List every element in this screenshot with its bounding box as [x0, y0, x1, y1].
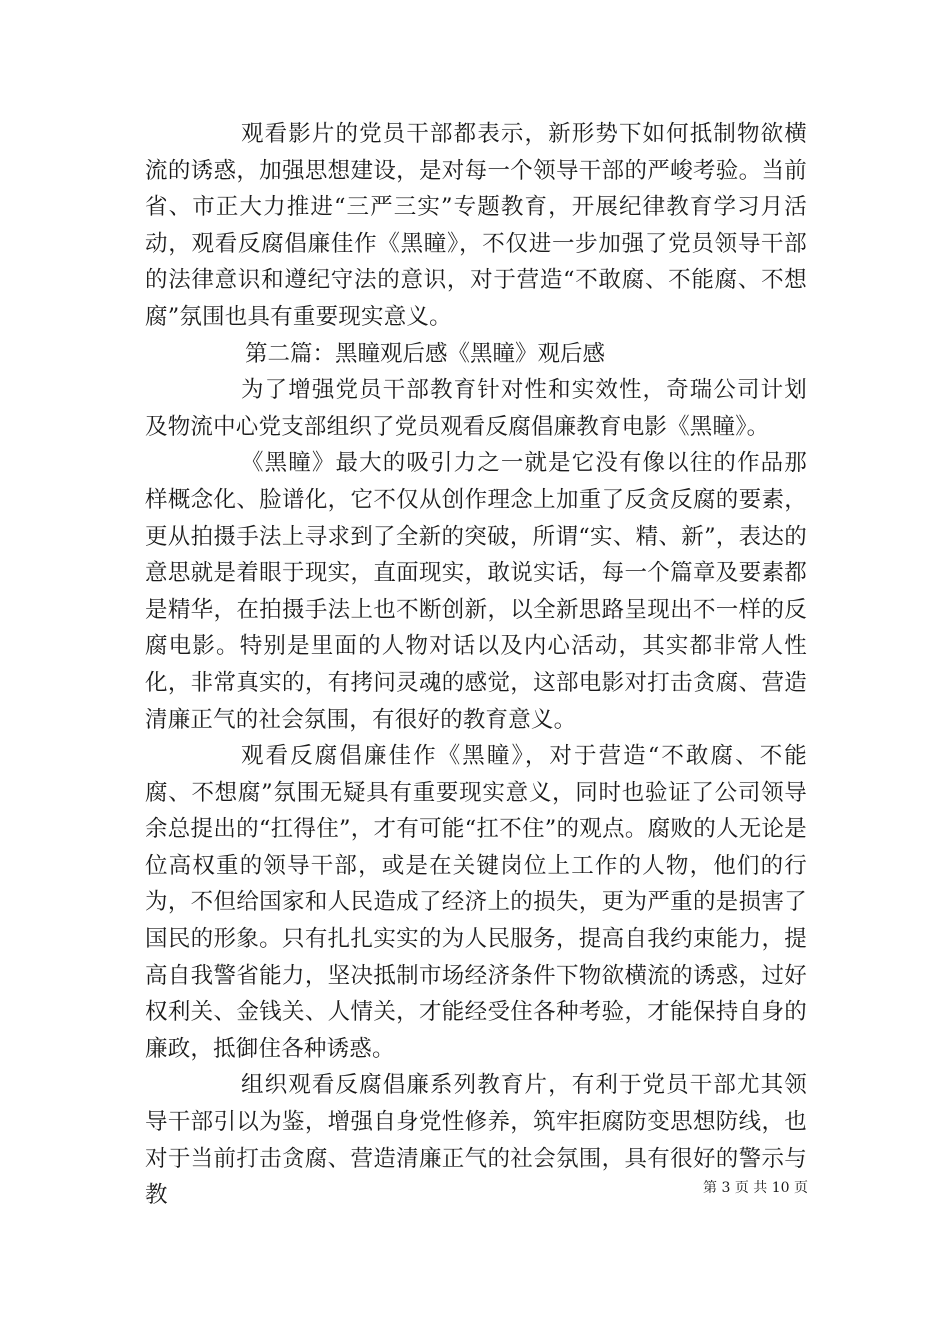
paragraph-organized-viewing: 组织观看反腐倡廉系列教育片，有利于党员干部尤其领导干部引以为鉴，增强自身党性修养，筑牢拒腐防变思想防线，也对于当前打击贪腐、营造清廉正气的社会氛围，具有很好的警示与教 — [145, 1072, 807, 1209]
paragraph-viewers-reflection: 观看影片的党员干部都表示，新形势下如何抵制物欲横流的诱惑，加强思想建设，是对每一个领导干部的严峻考验。当前省、市正大力推进“三严三实”专题教育，开展纪律教育学习月活动，观看反腐倡廉佳作《黑瞳》，不仅进一步加强了党员领导干部的法律意识和遵纪守法的意识，对于营造“不敢腐、不能腐、不想腐”氛围也具有重要现实意义。 — [145, 121, 807, 330]
paragraph-significance: 观看反腐倡廉佳作《黑瞳》，对于营造“不敢腐、不能腐、不想腐”氛围无疑具有重要现实意义，同时也验证了公司领导余总提出的“扛得住”，才有可能“扛不住”的观点。腐败的人无论是位高权重的领导干部，或是在关键岗位上工作的人物，他们的行为，不但给国家和人民造成了经济上的损失，更为严重的是损害了国民的形象。只有扎扎实实的为人民服务，提高自我约束能力，提高自我警省能力，坚决抵制市场经济条件下物欲横流的诱惑，过好权利关、金钱关、人情关，才能经受住各种考验，才能保持自身的廉政，抵御住各种诱惑。 — [145, 743, 807, 1062]
paragraph-education-purpose: 为了增强党员干部教育针对性和实效性，奇瑞公司计划及物流中心党支部组织了党员观看反腐倡廉教育电影《黑瞳》。 — [145, 377, 807, 440]
section-heading-part-two: 第二篇：黑瞳观后感《黑瞳》观后感 — [245, 340, 606, 367]
page-number-footer: 第 3 页 共 10 页 — [703, 1180, 808, 1196]
document-body — [145, 116, 807, 1214]
paragraph-film-attraction: 《黑瞳》最大的吸引力之一就是它没有像以往的作品那样概念化、脸谱化，它不仅从创作理念上加重了反贪反腐的要素，更从拍摄手法上寻求到了全新的突破，所谓“实、精、新”，表达的意思就是着眼于现实，直面现实，敢说实话，每一个篇章及要素都是精华，在拍摄手法上也不断创新，以全新思路呈现出不一样的反腐电影。特别是里面的人物对话以及内心活动，其实都非常人性化，非常真实的，有拷问灵魂的感觉，这部电影对打击贪腐、营造清廉正气的社会氛围，有很好的教育意义。 — [145, 450, 807, 733]
